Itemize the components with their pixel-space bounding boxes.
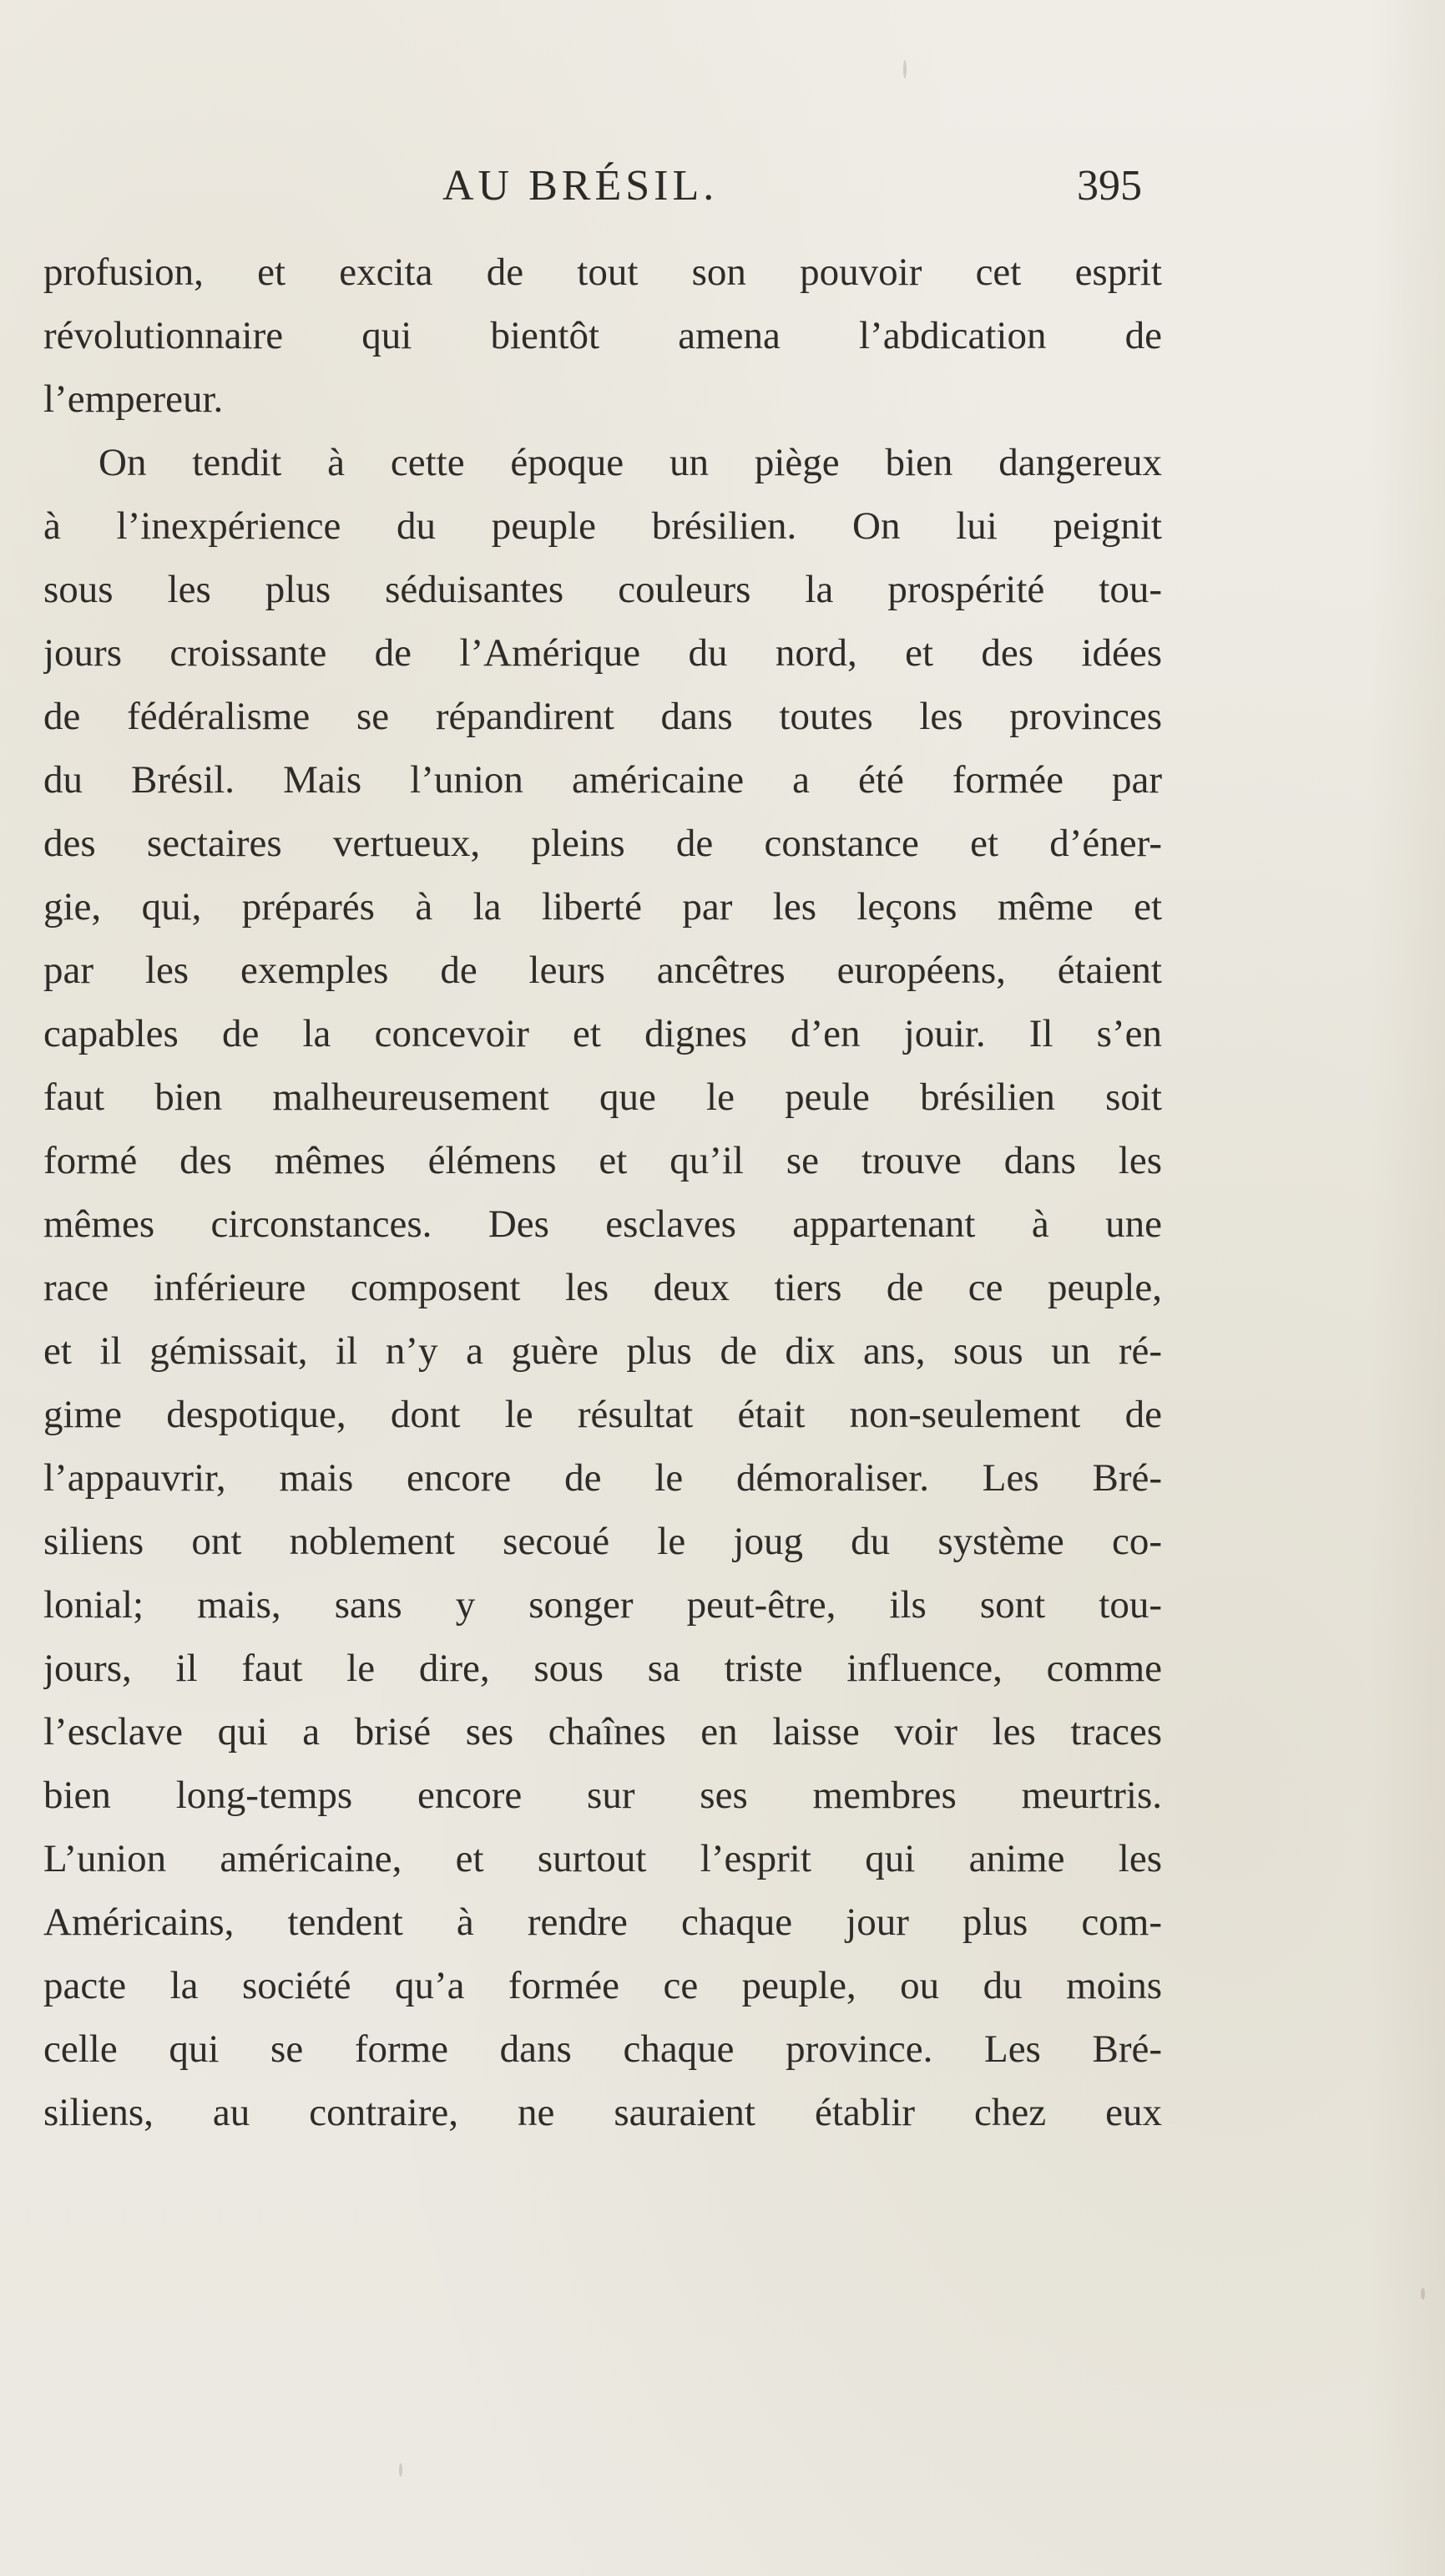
text-line: gie, qui, préparés à la liberté par les leçons même et: [43, 885, 1162, 929]
text-line: des sectaires vertueux, pleins de constance et d’éner-: [43, 822, 1162, 865]
paper-blemish: [903, 60, 907, 78]
text-line: l’empereur.: [43, 377, 224, 421]
text-line: L’union américaine, et surtout l’esprit qui anime les: [43, 1837, 1162, 1880]
text-line: siliens, au contraire, ne sauraient établir chez eux: [43, 2091, 1162, 2134]
text-line: faut bien malheureusement que le peule brésilien soit: [43, 1075, 1162, 1119]
page-edge-shadow: [1370, 0, 1445, 2576]
page-number: 395: [1077, 162, 1142, 210]
text-line: mêmes circonstances. Des esclaves appartenant à une: [43, 1202, 1162, 1246]
text-line: capables de la concevoir et dignes d’en jouir. Il s’en: [43, 1012, 1162, 1055]
text-line: gime despotique, dont le résultat était non-seulement de: [43, 1393, 1162, 1436]
text-line: jours croissante de l’Amérique du nord, et des idées: [43, 631, 1162, 675]
text-line: sous les plus séduisantes couleurs la prospérité tou-: [43, 568, 1162, 611]
text-line: et il gémissait, il n’y a guère plus de dix ans, sous un ré-: [43, 1329, 1162, 1373]
paper-blemish: [1421, 2288, 1425, 2300]
text-line: révolutionnaire qui bientôt amena l’abdication de: [43, 314, 1162, 357]
text-line: jours, il faut le dire, sous sa triste influence, comme: [43, 1647, 1162, 1690]
text-line: siliens ont noblement secoué le joug du système co-: [43, 1520, 1162, 1563]
text-line: pacte la société qu’a formée ce peuple, ou du moins: [43, 1964, 1162, 2007]
text-line: par les exemples de leurs ancêtres européens, étaient: [43, 949, 1162, 992]
text-line: du Brésil. Mais l’union américaine a été formée par: [43, 758, 1162, 802]
text-line: bien long-temps encore sur ses membres meurtris.: [43, 1774, 1162, 1817]
running-title: AU BRÉSIL.: [442, 162, 719, 210]
text-line: l’appauvrir, mais encore de le démoraliser. Les Bré-: [43, 1456, 1162, 1500]
text-line: race inférieure composent les deux tiers de ce peuple,: [43, 1266, 1162, 1309]
text-line: formé des mêmes élémens et qu’il se trouve dans les: [43, 1139, 1162, 1182]
text-line: profusion, et excita de tout son pouvoir cet esprit: [43, 251, 1162, 294]
text-line: à l’inexpérience du peuple brésilien. On lui peignit: [43, 504, 1162, 548]
text-line: l’esclave qui a brisé ses chaînes en laisse voir les traces: [43, 1710, 1162, 1754]
text-line: Américains, tendent à rendre chaque jour plus com-: [43, 1900, 1162, 1944]
paper-blemish: [399, 2463, 402, 2477]
text-line: celle qui se forme dans chaque province. Les Bré-: [43, 2027, 1162, 2071]
running-head: [0, 146, 1445, 238]
body-text: [43, 240, 1162, 2144]
text-line: On tendit à cette époque un piège bien dangereux: [99, 441, 1162, 484]
text-line: de fédéralisme se répandirent dans toutes les provinces: [43, 695, 1162, 738]
text-line: lonial; mais, sans y songer peut-être, ils sont tou-: [43, 1583, 1162, 1627]
